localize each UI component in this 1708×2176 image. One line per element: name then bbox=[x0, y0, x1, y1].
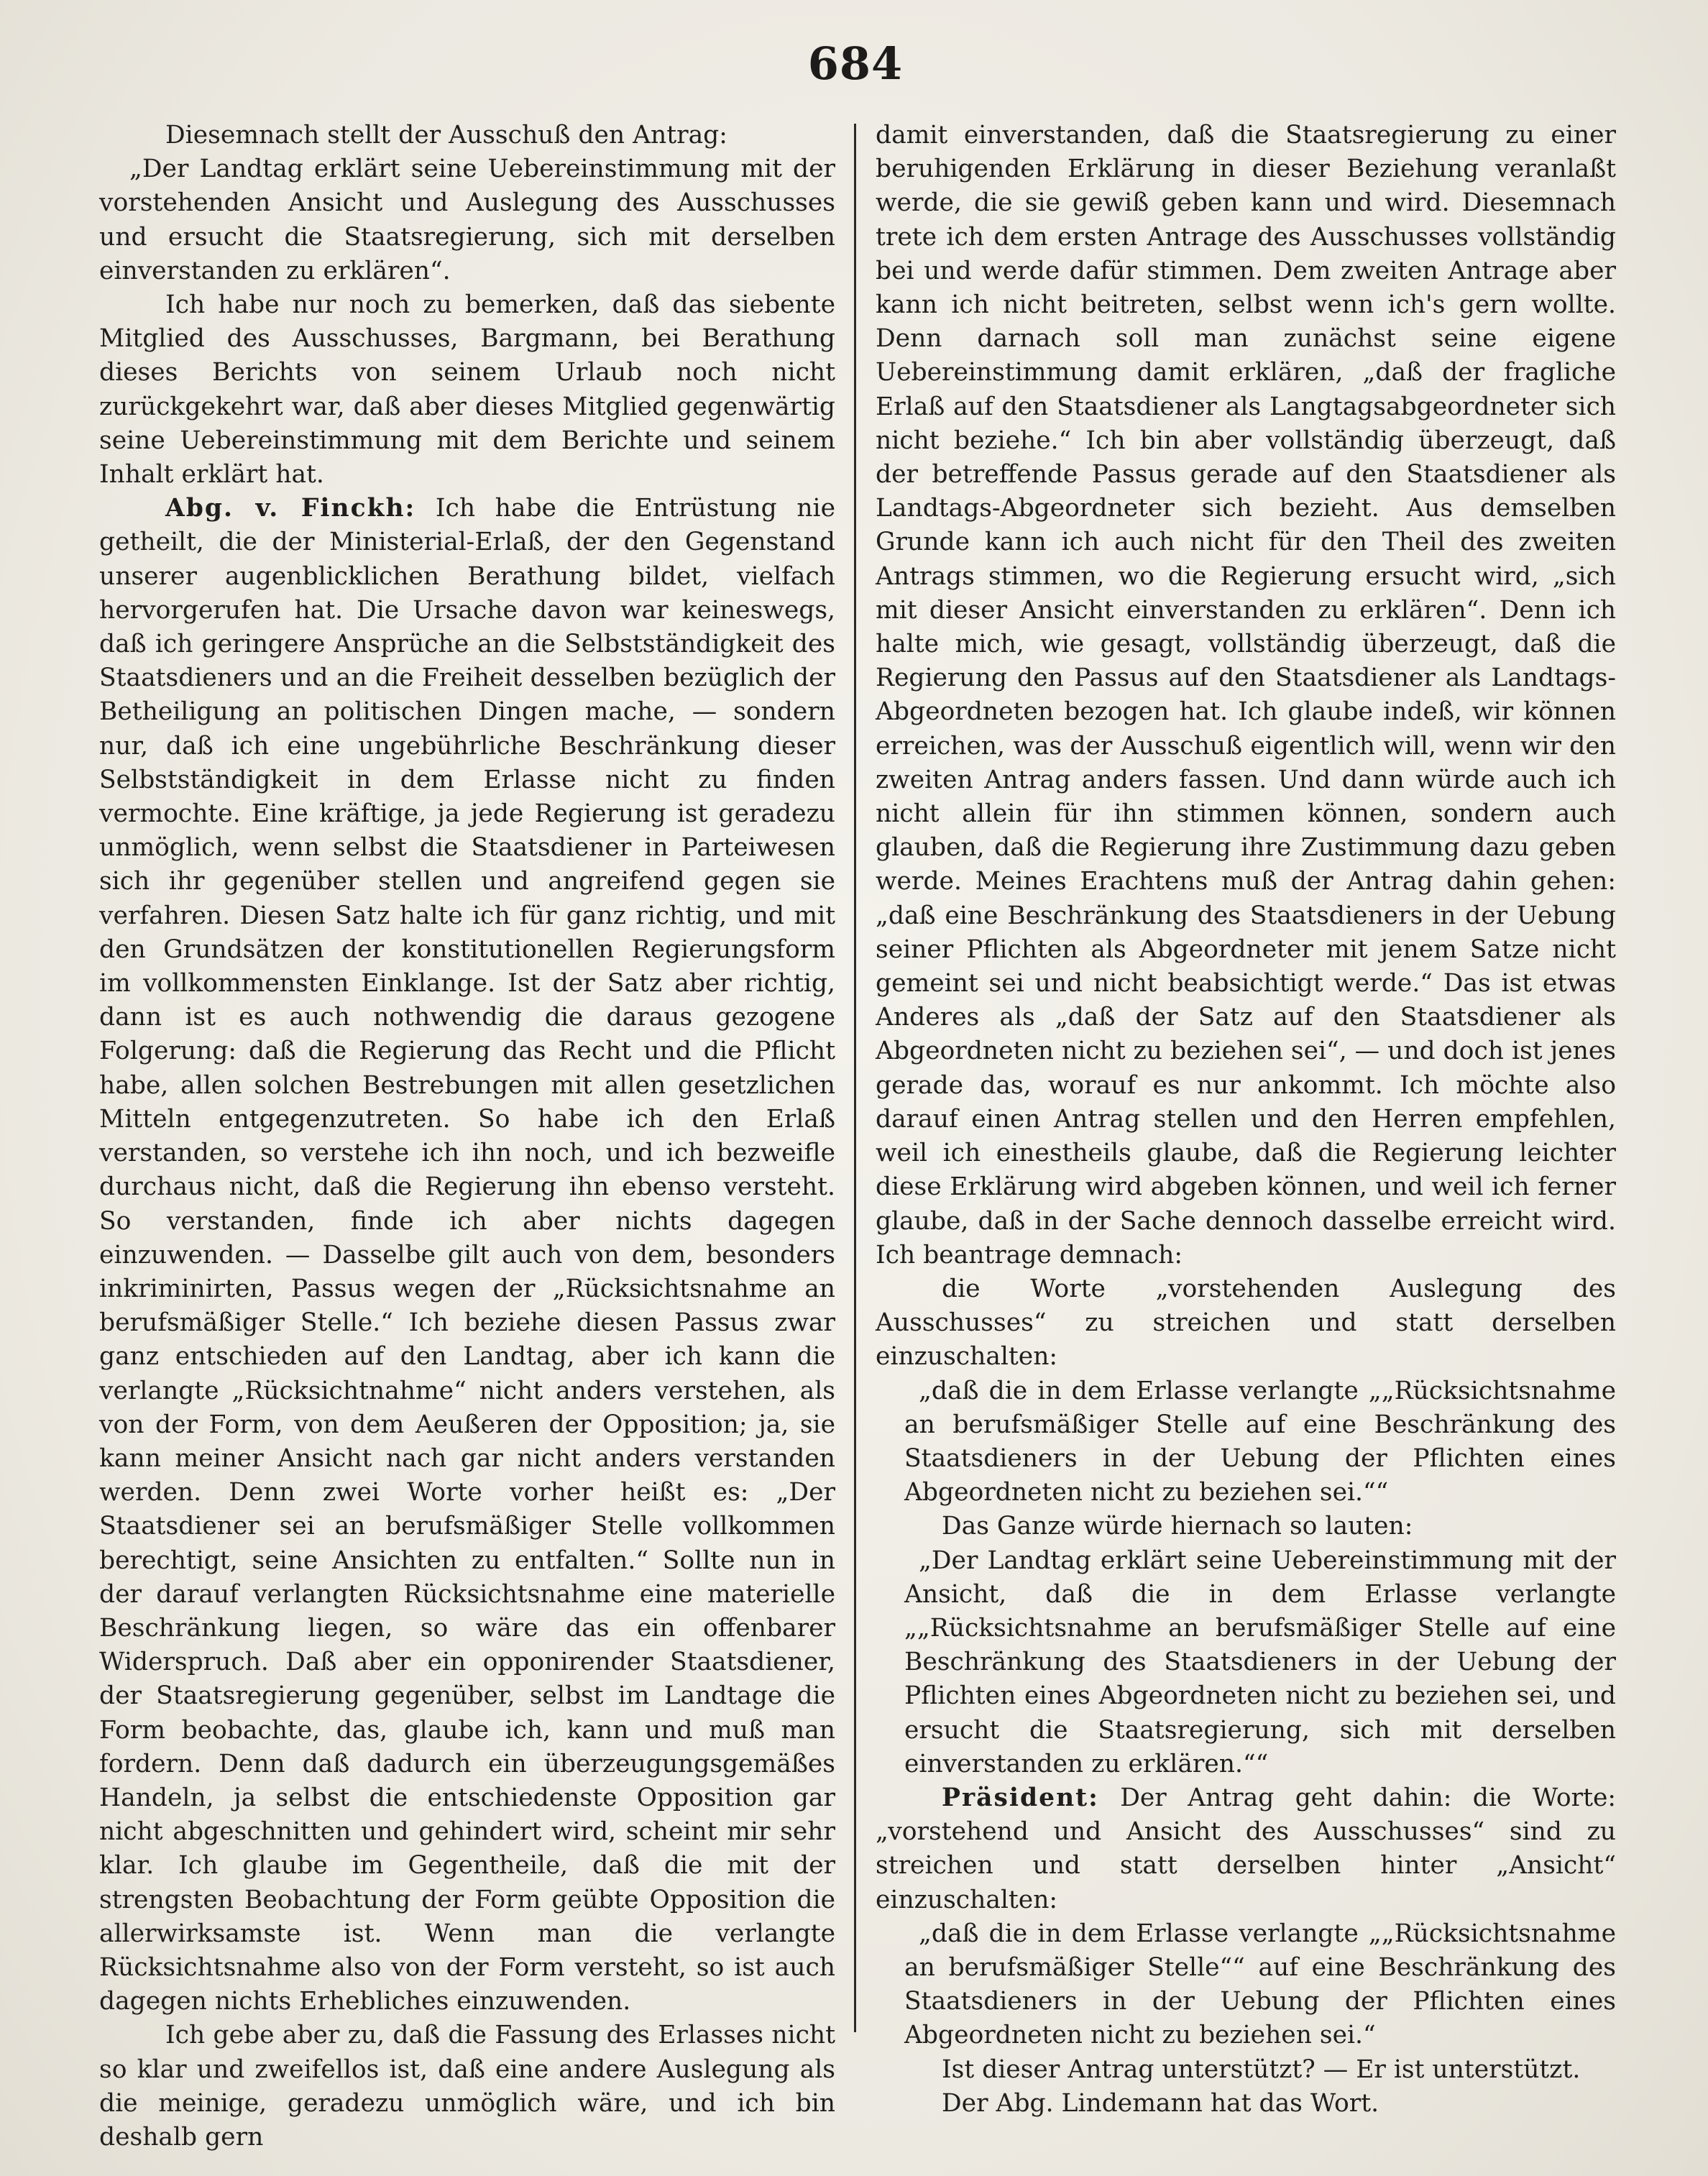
paragraph: Der Abg. Lindemann hat das Wort. bbox=[942, 2088, 1379, 2118]
paragraph: Diesemnach stellt der Ausschuß den Antrag: bbox=[165, 121, 727, 150]
right-column bbox=[876, 119, 1616, 2121]
column-divider bbox=[854, 124, 856, 2032]
paragraph: damit einverstanden, daß die Staatsregierung zu einer beruhigenden Erklärung in dieser Beziehung veranlaßt werde, die sie gewiß geben kann und wird. Diesemnach trete ich dem ersten Antrage des Ausschusses vollständig bei und werde dafür stimmen. Dem zweiten Antrage aber kann ich nicht beitreten, selbst wenn ich's gern wollte. Denn darnach soll man zunächst seine eigene Uebereinstimmung damit erklären, „daß der fragliche Erlaß auf den Staatsdiener als Langtagsabgeordneter sich nicht beziehe.“ Ich bin aber vollständig überzeugt, daß der betreffende Passus gerade auf den Staatsdiener als Landtags-Abgeordneter sich bezieht. Aus demselben Grunde kann ich auch nicht für den Theil des zweiten Antrags stimmen, wo die Regierung ersucht wird, „sich mit dieser Ansicht einverstanden zu erklären“. Denn ich halte mich, wie gesagt, vollständig überzeugt, daß die Regierung den Passus auf den Staatsdiener als Landtags-Abgeordneten bezogen hat. Ich glaube indeß, wir können erreichen, was der Ausschuß eigentlich will, wenn wir den zweiten Antrag anders fassen. Und dann würde auch ich nicht allein für ihn stimmen können, sondern auch glauben, daß die Regierung ihre Zustimmung dazu geben werde. Meines Erachtens muß der Antrag dahin gehen: „daß eine Beschränkung des Staatsdieners in der Uebung seiner Pflichten als Abgeordneter mit jenem Satze nicht gemeint sei und nicht beabsichtigt werde.“ Das ist etwas Anderes als „daß der Satz auf den Staatsdiener als Abgeordneten nicht zu beziehen sei“, — und doch ist jenes gerade das, worauf es nur ankommt. Ich möchte also darauf einen Antrag stellen und den Herren empfehlen, weil ich einestheils glaube, daß die Regierung leichter diese Erklärung wird abgeben können, und weil ich ferner glaube, daß in der Sache dennoch dasselbe erreicht wird. Ich beantrage demnach: bbox=[876, 121, 1616, 1270]
page-number: 684 bbox=[807, 37, 904, 90]
speech-paragraph bbox=[99, 492, 835, 2019]
speaker-name: Abg. v. Finckh: bbox=[165, 494, 416, 523]
paragraph: Ich habe nur noch zu bemerken, daß das siebente Mitglied des Ausschusses, Bargmann, bei Berathung dieses Berichts von seinem Urlaub noch nicht zurückgekehrt war, daß aber dieses Mitglied gegenwärtig seine Uebereinstimmung mit dem Berichte und seinem Inhalt erklärt hat. bbox=[99, 290, 835, 490]
speaker-name: Präsident: bbox=[942, 1783, 1099, 1812]
paragraph: Ich gebe aber zu, daß die Fassung des Erlasses nicht so klar und zweifellos ist, daß eine andere Auslegung als die meinige, geradezu unmöglich wäre, und ich bin deshalb gern bbox=[99, 2021, 835, 2152]
paragraph: Das Ganze würde hiernach so lauten: bbox=[942, 1512, 1413, 1541]
speech-text: Ich habe die Entrüstung nie getheilt, die der Ministerial-Erlaß, der den Gegenstand unserer augenblicklichen Berathung bildet, vielfach hervorgerufen hat. Die Ursache davon war keineswegs, daß ich geringere Ansprüche an die Selbstständigkeit des Staatsdieners und an die Freiheit desselben bezüglich der Betheiligung an politischen Dingen mache, — sondern nur, daß ich eine ungebührliche Beschränkung dieser Selbstständigkeit in dem Erlasse nicht zu finden vermochte. Eine kräftige, ja jede Regierung ist geradezu unmöglich, wenn selbst die Staatsdiener in Parteiwesen sich ihr gegenüber stellen und angreifend gegen sie verfahren. Diesen Satz halte ich für ganz richtig, und mit den Grundsätzen der konstitutionellen Regierungsform im vollkommensten Einklange. Ist der Satz aber richtig, dann ist es auch nothwendig die daraus gezogene Folgerung: daß die Regierung das Recht und die Pflicht habe, allen solchen Bestrebungen mit allen gesetzlichen Mitteln entgegenzutreten. So habe ich den Erlaß verstanden, so verstehe ich ihn noch, und ich bezweifle durchaus nicht, daß die Regierung ihn ebenso versteht. So verstanden, finde ich aber nichts dagegen einzuwenden. — Dasselbe gilt auch von dem, besonders inkriminirten, Passus wegen der „Rücksichtsnahme an berufsmäßiger Stelle.“ Ich beziehe diesen Passus zwar ganz entschieden auf den Landtag, aber ich kann die verlangte „Rücksichtnahme“ nicht anders verstehen, als von der Form, von dem Aeußeren der Opposition; ja, sie kann meiner Ansicht nach gar nicht anders verstanden werden. Denn zwei Worte vorher heißt es: „Der Staatsdiener sei an berufsmäßiger Stelle vollkommen berechtigt, seine Ansichten zu entfalten.“ Sollte nun in der darauf verlangten Rücksichtsnahme eine materielle Beschränkung liegen, so wäre das ein offenbarer Widerspruch. Daß aber ein opponirender Staatsdiener, der Staatsregierung gegenüber, selbst im Landtage die Form beobachte, das, glaube ich, kann und muß man fordern. Denn daß dadurch ein überzeugungsgemäßes Handeln, ja selbst die entschiedenste Opposition gar nicht abgeschnitten und gehindert wird, scheint mir sehr klar. Ich glaube im Gegentheile, daß die mit der strengsten Beobachtung der Form geübte Opposition die allerwirksamste ist. Wenn man die verlangte Rücksichtsnahme also von der Form versteht, so ist auch dagegen nichts Erhebliches einzuwenden. bbox=[99, 494, 835, 2016]
speech-paragraph bbox=[876, 1781, 1616, 1917]
paragraph: die Worte „vorstehenden Auslegung des Ausschusses“ zu streichen und statt derselben einzuschalten: bbox=[876, 1274, 1616, 1372]
quoted-text: „Der Landtag erklärt seine Uebereinstimmung mit der Ansicht, daß die in dem Erlasse verlangte „„Rücksichtsnahme an berufsmäßiger Stelle auf eine Beschränkung des Staatsdieners in der Uebung der Pflichten eines Abgeordneten nicht zu beziehen sei, und ersucht die Staatsregierung, sich mit derselben einverstanden zu erklären.““ bbox=[904, 1546, 1616, 1778]
paragraph: Ist dieser Antrag unterstützt? — Er ist unterstützt. bbox=[942, 2055, 1581, 2084]
speech-text: Der Antrag geht dahin: die Worte: „vorstehend und Ansicht des Ausschusses“ sind zu streichen und statt derselben hinter „Ansicht“ einzuschalten: bbox=[876, 1783, 1617, 1914]
quoted-motion: „Der Landtag erklärt seine Uebereinstimmung mit der vorstehenden Ansicht und Auslegung des Ausschusses und ersucht die Staatsregierung, sich mit derselben einverstanden zu erklären“. bbox=[99, 155, 835, 285]
left-column bbox=[99, 119, 835, 2154]
quoted-text: „daß die in dem Erlasse verlangte „„Rücksichtsnahme an berufsmäßiger Stelle““ auf eine Beschränkung des Staatsdieners in der Uebung der Pflichten eines Abgeordneten nicht zu beziehen sei.“ bbox=[904, 1919, 1616, 2050]
quoted-text: „daß die in dem Erlasse verlangte „„Rücksichtsnahme an berufsmäßiger Stelle auf eine Beschränkung des Staatsdieners in der Uebung der Pflichten eines Abgeordneten nicht zu beziehen sei.““ bbox=[904, 1376, 1616, 1507]
